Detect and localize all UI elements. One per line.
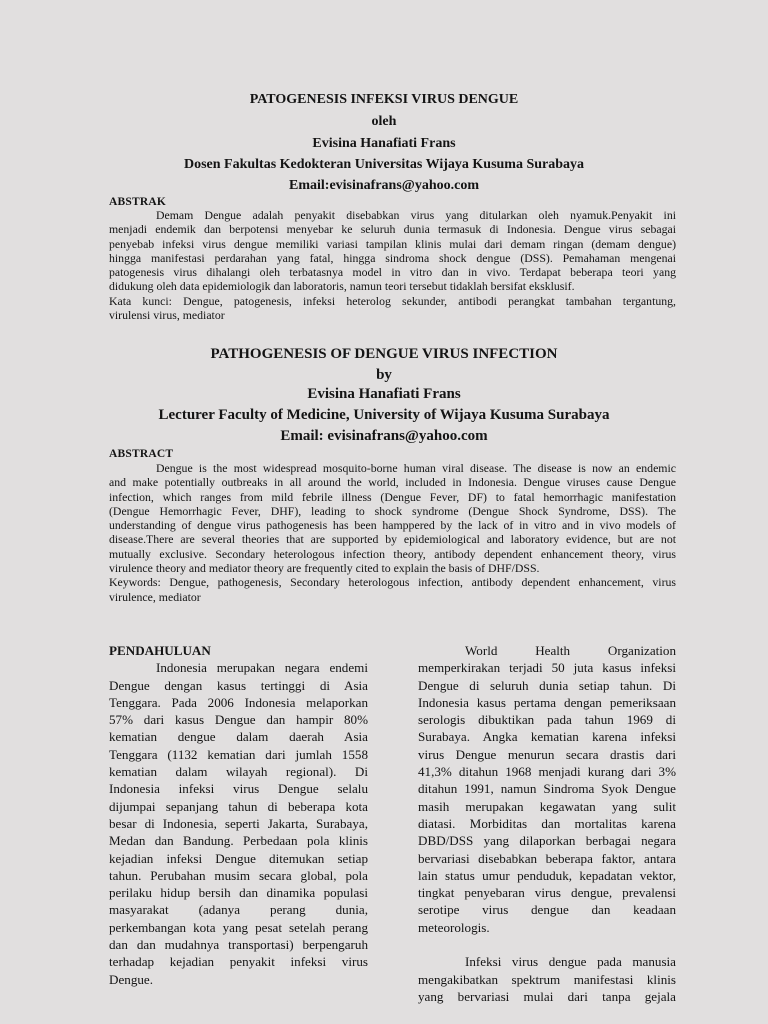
body-line: Infeksi virus dengue pada manusia <box>465 954 676 970</box>
abstrak-line: hingga manifestasi perdarahan yang fatal, hingga sindroma shock dengue (DSS). Pemahaman mengenai <box>109 250 676 265</box>
body-line: yang bervariasi mulai dari tanpa gejala <box>418 988 676 1004</box>
author-affiliation-en: Lecturer Faculty of Medicine, University of Wijaya Kusuma Surabaya <box>158 407 610 423</box>
author-name-id: Evisina Hanafiati Frans <box>312 136 456 151</box>
body-line: Tenggara (1132 kematian dari jumlah 1558 <box>109 746 368 762</box>
body-line: tahun. Perubahan musim secara global, pola <box>109 867 368 883</box>
body-line: Medan dan Bandung. Perbedaan pola klinis <box>109 833 368 849</box>
paper-title-id: PATOGENESIS INFEKSI VIRUS DENGUE <box>249 92 519 107</box>
body-line: terhadap kejadian penyakit infeksi virus <box>109 954 368 970</box>
abstrak-line: penyebab infeksi virus dengue memiliki variasi tampilan klinis mulai dari demam ringan (demam dengue) <box>109 236 676 251</box>
abstract-body <box>109 461 676 604</box>
body-line: Dengue dengan kasus tertinggi di Asia <box>109 677 368 693</box>
abstrak-body <box>109 208 676 322</box>
paper-title-en: PATHOGENESIS OF DENGUE VIRUS INFECTION <box>210 346 558 362</box>
body-line: Indonesia merupakan negara endemi <box>156 660 368 676</box>
body-line: meteorologis. <box>418 919 490 935</box>
author-affiliation-id: Dosen Fakultas Kedokteran Universitas Wijaya Kusuma Surabaya <box>183 157 585 172</box>
abstract-line: virulence theory and mediator theory are frequently cited to explain the basis of DHF/DSS. <box>109 561 540 576</box>
body-line: kejadian infeksi Dengue ditemukan setiap <box>109 850 368 866</box>
body-line: besar di Indonesia, seperti Jakarta, Surabaya, <box>109 815 368 831</box>
keywords-line: virulence, mediator <box>109 589 201 604</box>
abstrak-line: patogenesis virus dihalangi oleh terbatasnya model in vitro dan in vivo. Terdapat beberapa teori yang <box>109 265 676 280</box>
author-name-en: Evisina Hanafiati Frans <box>307 386 461 402</box>
body-line: 41,3% ditahun 1968 menjadi kurang dari 3% <box>418 764 676 780</box>
body-line: Indonesia infeksi virus Dengue selalu <box>109 781 368 797</box>
body-line: dan dan mudahnya transportasi) berpengaruh <box>109 937 368 953</box>
body-line: Dengue. <box>109 971 153 987</box>
pendahuluan-heading: PENDAHULUAN <box>109 643 211 658</box>
abstract-line: mutually exclusive. Secondary heterologous infection theory, antibody dependent enhancement theory, virus <box>109 546 676 561</box>
body-line: World Health Organization <box>465 643 676 658</box>
body-line: mengakibatkan spektrum manifestasi klinis <box>418 971 676 987</box>
abstract-line: disease.There are several theories that are supported by epidemiological and laboratory evidence, but are not <box>109 532 676 547</box>
kata-kunci-line: Kata kunci: Dengue, patogenesis, infeksi heterolog sekunder, antibodi perangkat tambahan tergantung, <box>109 293 676 308</box>
kata-kunci-line: virulensi virus, mediator <box>109 308 225 323</box>
body-line: ditahun 1991, namun Sindroma Syok Dengue <box>418 781 676 797</box>
keywords-line: Keywords: Dengue, pathogenesis, Secondary heterologous infection, antibody dependent enhancement, virus <box>109 575 676 590</box>
body-line: virus Dengue menurun secara drastis dari <box>418 746 676 762</box>
body-line: DBD/DSS yang dilaporkan berbagai negara <box>418 833 676 849</box>
body-line: Indonesia kasus pertama dengan pemeriksaan <box>418 694 676 710</box>
abstract-heading: ABSTRACT <box>109 448 174 460</box>
abstract-line: (Dengue Hemorrhagic Fever, DHF), leading to shock syndrome (Dengue Shock Syndrome, DSS). The <box>109 503 676 518</box>
author-email-id: Email:evisinafrans@yahoo.com <box>289 178 479 193</box>
body-column-right <box>418 642 676 1005</box>
abstract-line: Dengue is the most widespread mosquito-borne human viral disease. The disease is now an endemic <box>156 461 676 475</box>
body-line: kematian dengue dalam daerah Asia <box>109 729 368 745</box>
body-line: perilaku hidup bersih dan dinamika populasi <box>109 885 368 901</box>
body-line: perkembangan kota yang pesat setelah perang <box>109 919 368 935</box>
body-line: tingkat penyebaran virus dengue, prevalensi <box>418 885 676 901</box>
author-email-en: Email: evisinafrans@yahoo.com <box>280 428 488 444</box>
abstrak-heading: ABSTRAK <box>109 196 166 208</box>
body-line: Tenggara. Pada 2006 Indonesia melaporkan <box>109 694 368 710</box>
abstrak-line: didukung oleh data epidemiologik dan laboratoris, namun teori tersebut tidaklah bersifat eksklusif. <box>109 279 575 294</box>
body-line: Dengue di seluruh dunia setiap tahun. Di <box>418 677 676 693</box>
body-line: lain status umur penduduk, kepadatan vektor, <box>418 867 676 883</box>
body-line: bervariasi disebabkan beberapa faktor, antara <box>418 850 676 866</box>
body-line: 57% dari kasus Dengue dan hampir 80% <box>109 712 368 728</box>
abstract-line: understanding of dengue virus pathogenesis has been hamppered by the lack of in vitro and in vivo models of <box>109 518 676 533</box>
abstrak-line: Demam Dengue adalah penyakit disebabkan virus yang ditularkan oleh nyamuk.Penyakit ini <box>156 208 676 222</box>
abstract-line: and make potentially outbreaks in all around the world, included in Indonesia. Dengue viruses cause Dengue <box>109 475 676 490</box>
abstract-line: infection, which ranges from mild febrile illness (Dengue Fever, DF) to fatal hemorrhagic manifestation <box>109 489 676 504</box>
body-line: memperkirakan terjadi 50 juta kasus infeksi <box>418 660 676 676</box>
body-line: kematian dalam wilayah regional). Di <box>109 764 368 780</box>
body-line: diatasi. Morbiditas dan mortalitas karena <box>418 815 676 831</box>
byline-oleh: oleh <box>371 114 397 129</box>
body-line: dijumpai sepanjang tahun di beberapa kota <box>109 798 368 814</box>
byline-by: by <box>376 367 392 383</box>
body-line: Surabaya. Angka kematian karena infeksi <box>418 729 676 745</box>
abstrak-line: menjadi endemik dan berpotensi menyebar ke seluruh dunia termasuk di Indonesia. Dengue virus sebagai <box>109 222 676 237</box>
body-line: serologis dibuktikan pada tahun 1969 di <box>418 712 676 728</box>
paragraph-gap <box>418 936 676 953</box>
body-line: masih merupakan kegawatan yang sulit <box>418 798 676 814</box>
body-column-left <box>109 642 368 988</box>
body-line: serotipe virus dengue dan keadaan <box>418 902 676 918</box>
body-line: masyarakat (adanya perang dunia, <box>109 902 368 918</box>
